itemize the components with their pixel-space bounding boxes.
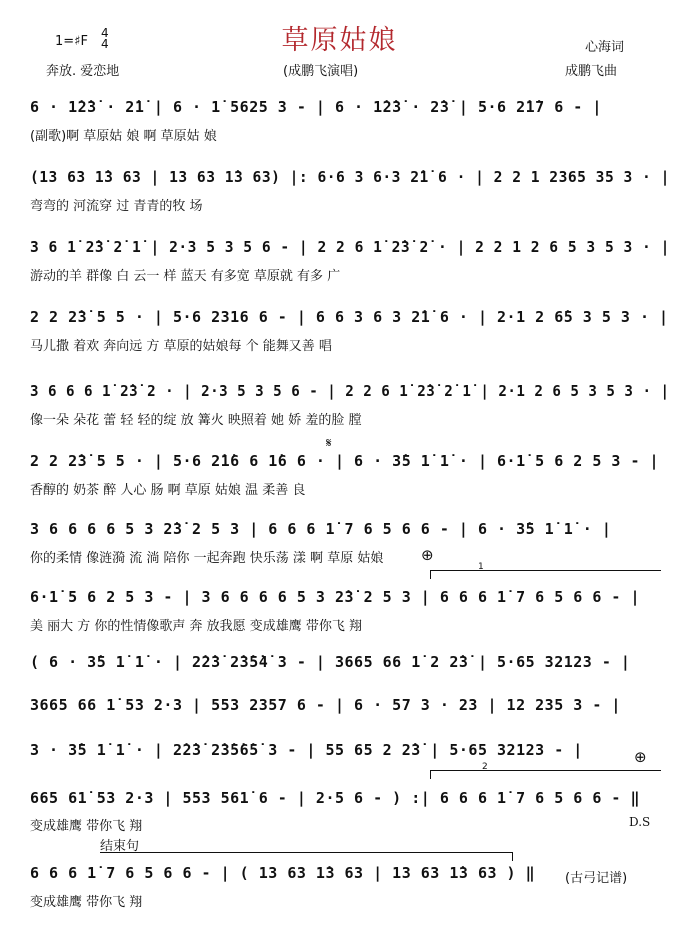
notation-line: 3 · 3̇5 1̇ 1̇ · | 2̇2̇3̇ 2̇3̇5̇6̇5̇ 3 - | 55 65 2 2̇3̇ | 5·65 32123 - | xyxy=(30,741,583,759)
lyric-line: 弯弯的 河流穿 过 青青的牧 场 xyxy=(30,199,203,214)
lyric-line: 香醇的 奶茶 醉 人心 肠 啊 草原 姑娘 温 柔善 良 xyxy=(30,483,306,498)
lyric-line: 美 丽大 方 你的性情像歌声 奔 放我愿 变成雄鹰 带你飞 翔 xyxy=(30,619,363,634)
tempo-marking: 奔放. 爱恋地 xyxy=(46,64,120,79)
lyric-line: 马儿撒 着欢 奔向远 方 草原的姑娘每 个 能舞又善 唱 xyxy=(30,339,332,354)
notation-line: 665 61̇ 53 2·3 | 553 561̇ 6 - | 2·5 6 - ) :| 6 6 6 1̇ 7 6 5 6 6 - ‖ xyxy=(30,789,640,807)
dal-segno-mark: D.S xyxy=(629,815,651,829)
notation-line: 6 · 1̇2̇3̇ · 2̇1̇ | 6 · 1̇ 5625 3 - | 6 · 1̇2̇3̇ · 2̇3̇ | 5·6 2̇1̇7 6 - | xyxy=(30,98,602,116)
notation-line: (13 63 1̇3 63 | 13 63 1̇3 63) |: 6·6 3 6·3 2̇1̇ 6 · | 2 2 1 2365 35 3 · | xyxy=(30,168,670,186)
lyric-line: 变成雄鹰 带你飞 翔 xyxy=(30,895,143,910)
time-signature-top: 4 xyxy=(101,26,109,40)
coda-sign-icon: ⊕ xyxy=(634,748,647,766)
transcriber-credit: (古弓记谱) xyxy=(565,871,628,886)
notation-line: ( 6 · 3̇5 1̇ 1̇ · | 2̇2̇3̇ 2̇3̇5̇4̇ 3 - | 3665 66 1̇ 2 2̇3̇ | 5·65 32123 - | xyxy=(30,653,631,671)
time-signature xyxy=(101,28,109,50)
composer-credit: 成鹏飞曲 xyxy=(565,64,618,79)
notation-line: 3 6 1̇ 2̇3̇ 2̇ 1̇ | 2·3 5 3 5 6 - | 2 2 6 1̇ 2̇3̇ 2̇ · | 2 2 1 2 6 5 3 5 3 · | xyxy=(30,238,670,256)
second-ending-bracket xyxy=(430,770,661,779)
coda-sign-icon: ⊕ xyxy=(421,546,434,564)
lyric-line: 你的柔情 像涟漪 流 淌 陪你 一起奔跑 快乐荡 漾 啊 草原 姑娘 xyxy=(30,551,384,566)
notation-line: 3 6 6 6 6 5 3 2̇3̇ 2 5 3 | 6 6 6 1̇ 7 6 5 6 6 - | 6 · 3̇5 1̇ 1̇ · | xyxy=(30,520,612,538)
notation-line: 2 2 2̇3̇ 5 5 · | 5·6 2̇1̇6 6 1̇6 6 · | 6 · 3̇5 1̇ 1̇ · | 6·1̇ 5 6 2 5 3 - | xyxy=(30,452,660,470)
second-ending-number: 2 xyxy=(482,762,488,772)
notation-line: 6·1̇ 5 6 2 5 3 - | 3 6 6 6 6 5 3 2̇3̇ 2 5 3 | 6 6 6 1̇ 7 6 5 6 6 - | xyxy=(30,588,640,606)
key-signature: 1=♯F xyxy=(55,34,88,49)
singer-credit: (成鹏飞演唱) xyxy=(283,64,359,79)
lyric-line: 游动的羊 群像 白 云一 样 蓝天 有多宽 草原就 有多 广 xyxy=(30,269,341,284)
lyric-line: 像一朵 朵花 蕾 轻 轻的绽 放 篝火 映照着 她 娇 羞的脸 膛 xyxy=(30,413,362,428)
ending-label: 结束句 xyxy=(100,839,140,854)
segno-sign-icon: 𝄋 xyxy=(326,436,332,451)
first-ending-bracket xyxy=(430,570,661,579)
time-signature-bottom: 4 xyxy=(101,37,109,51)
lyric-line: (副歌)啊 草原姑 娘 啊 草原姑 娘 xyxy=(30,129,217,144)
notation-line: 3 6 6 6 1̇ 2̇3̇ 2 · | 2·3 5 3 5 6 - | 2 2 6 1̇ 2̇3̇ 2̇ 1̇ | 2·1 2 6 5 3 5 3 · | xyxy=(30,382,670,400)
notation-line: 3665 66 1̇ 53 2·3 | 553 2357 6 - | 6 · 57 3 · 23 | 12 235 3 - | xyxy=(30,696,621,714)
lyric-line: 变成雄鹰 带你飞 翔 xyxy=(30,819,143,834)
first-ending-number: 1 xyxy=(478,562,484,572)
lyricist-credit: 心海词 xyxy=(585,40,625,55)
notation-line: 2 2 2̇3̇ 5 5 · | 5·6 2316 6 - | 6 6 3 6 3 2̇1̇ 6 · | 2·1 2 6̇5 3 5 3 · | xyxy=(30,308,669,326)
song-title: 草原姑娘 xyxy=(281,25,398,56)
notation-line: 6 6 6 1̇ 7 6 5 6 6 - | ( 13 63 1̇3 63 | 13 63 1̇3 63 ) ‖ xyxy=(30,864,536,882)
ending-bracket xyxy=(100,852,513,861)
